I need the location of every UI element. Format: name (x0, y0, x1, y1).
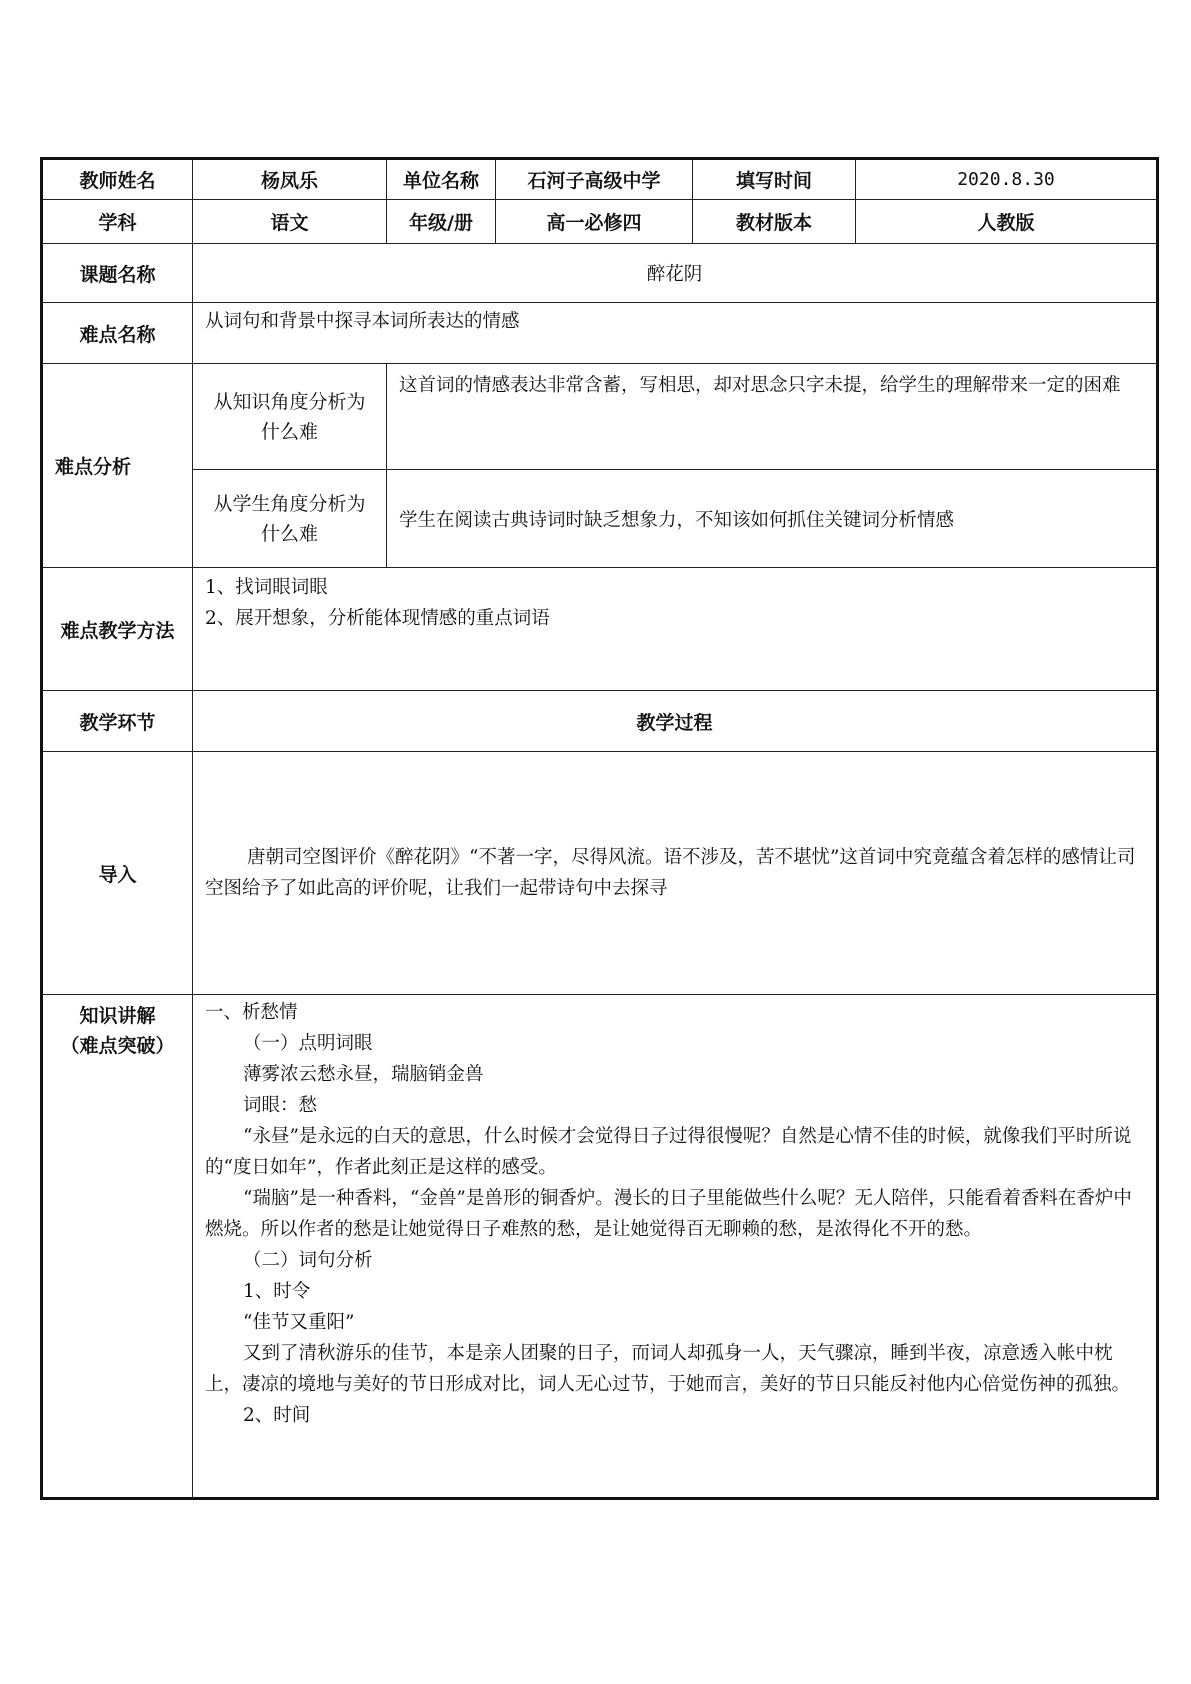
student-angle-text: 学生在阅读古典诗词时缺乏想象力，不知该如何抓住关键词分析情感 (387, 470, 1158, 568)
analysis-label: 难点分析 (42, 364, 193, 568)
paragraph-yongzhou: “永昼”是永远的白天的意思，什么时候才会觉得日子过得很慢呢？自然是心情不佳的时候，就像我们平时所说的“度日如年”，作者此刻正是这样的感受。 (205, 1126, 1132, 1178)
method-list (193, 568, 1158, 691)
topic-value: 醉花阴 (193, 244, 1158, 303)
knowledge-content (193, 995, 1158, 1499)
point-heading-time: 2、时间 (243, 1405, 311, 1426)
method-row (42, 568, 1158, 691)
section-heading: 一、析愁情 (205, 1002, 298, 1023)
subsection-heading-1: （一）点明词眼 (243, 1033, 373, 1054)
process-header-row (42, 691, 1158, 752)
keyword-line: 词眼：愁 (243, 1095, 318, 1116)
paragraph-ruinao: “瑞脑”是一种香料，“金兽”是兽形的铜香炉。漫长的日子里能做些什么呢？无人陪伴，只能看着香料在香炉中燃烧。所以作者的愁是让她觉得日子难熬的愁，是让她觉得百无聊赖的愁，是浓得化不开的愁。 (205, 1188, 1132, 1240)
student-angle-label-line2: 什么难 (260, 522, 318, 545)
subject-value: 语文 (193, 200, 387, 244)
paragraph-season: 又到了清秋游乐的佳节，本是亲人团聚的日子，而词人却孤身一人，天气骤凉，睡到半夜，凉意透入帐中枕上，凄凉的境地与美好的节日形成对比，词人无心过节，于她而言，美好的节日只能反衬他内心倍觉伤神的孤独。 (205, 1343, 1131, 1395)
header-row-1 (42, 159, 1158, 200)
analysis-row-knowledge (42, 364, 1158, 470)
lesson-plan-table (40, 157, 1159, 1500)
lesson-plan-sheet (40, 157, 1156, 1500)
student-angle-label-line1: 从学生角度分析为 (213, 492, 366, 515)
knowledge-row (42, 995, 1158, 1499)
grade-label: 年级/册 (387, 200, 496, 244)
knowledge-label-line2: （难点突破） (60, 1035, 175, 1057)
topic-row (42, 244, 1158, 303)
grade-value: 高一必修四 (496, 200, 693, 244)
subsection-heading-2: （二）词句分析 (243, 1250, 373, 1271)
difficulty-value: 从词句和背景中探寻本词所表达的情感 (193, 303, 1158, 364)
intro-label: 导入 (42, 752, 193, 995)
unit-name-label: 单位名称 (387, 159, 496, 200)
knowledge-label (42, 995, 193, 1499)
difficulty-row (42, 303, 1158, 364)
analysis-row-student (42, 470, 1158, 568)
knowledge-angle-label-line2: 什么难 (260, 420, 318, 443)
fill-date-label: 填写时间 (693, 159, 856, 200)
intro-row (42, 752, 1158, 995)
topic-label: 课题名称 (42, 244, 193, 303)
teacher-name-label: 教师姓名 (42, 159, 193, 200)
teaching-stage-header: 教学环节 (42, 691, 193, 752)
unit-name-value: 石河子高级中学 (496, 159, 693, 200)
teaching-process-header: 教学过程 (193, 691, 1158, 752)
point-heading-season: 1、时令 (243, 1281, 311, 1302)
knowledge-angle-text: 这首词的情感表达非常含蓄，写相思，却对思念只字未提，给学生的理解带来一定的困难 (387, 364, 1158, 470)
method-item-2: 2、展开想象，分析能体现情感的重点词语 (205, 608, 550, 629)
subject-label: 学科 (42, 200, 193, 244)
quoted-verse-1: 薄雾浓云愁永昼，瑞脑销金兽 (243, 1064, 484, 1085)
student-angle-label (193, 470, 387, 568)
knowledge-angle-label (193, 364, 387, 470)
header-row-2 (42, 200, 1158, 244)
method-label: 难点教学方法 (42, 568, 193, 691)
method-item-1: 1、找词眼词眼 (205, 577, 328, 598)
intro-text: 唐朝司空图评价《醉花阴》“不著一字，尽得风流。语不涉及，苦不堪忧”这首词中究竟蕴含着怎样的感情让司空图给予了如此高的评价呢，让我们一起带诗句中去探寻 (193, 752, 1158, 995)
fill-date-value: 2020.8.30 (856, 159, 1158, 200)
edition-value: 人教版 (856, 200, 1158, 244)
knowledge-label-line1: 知识讲解 (79, 1005, 156, 1027)
difficulty-label: 难点名称 (42, 303, 193, 364)
teacher-name-value: 杨凤乐 (193, 159, 387, 200)
quoted-verse-2: “佳节又重阳” (243, 1312, 355, 1333)
knowledge-angle-label-line1: 从知识角度分析为 (213, 390, 366, 413)
edition-label: 教材版本 (693, 200, 856, 244)
